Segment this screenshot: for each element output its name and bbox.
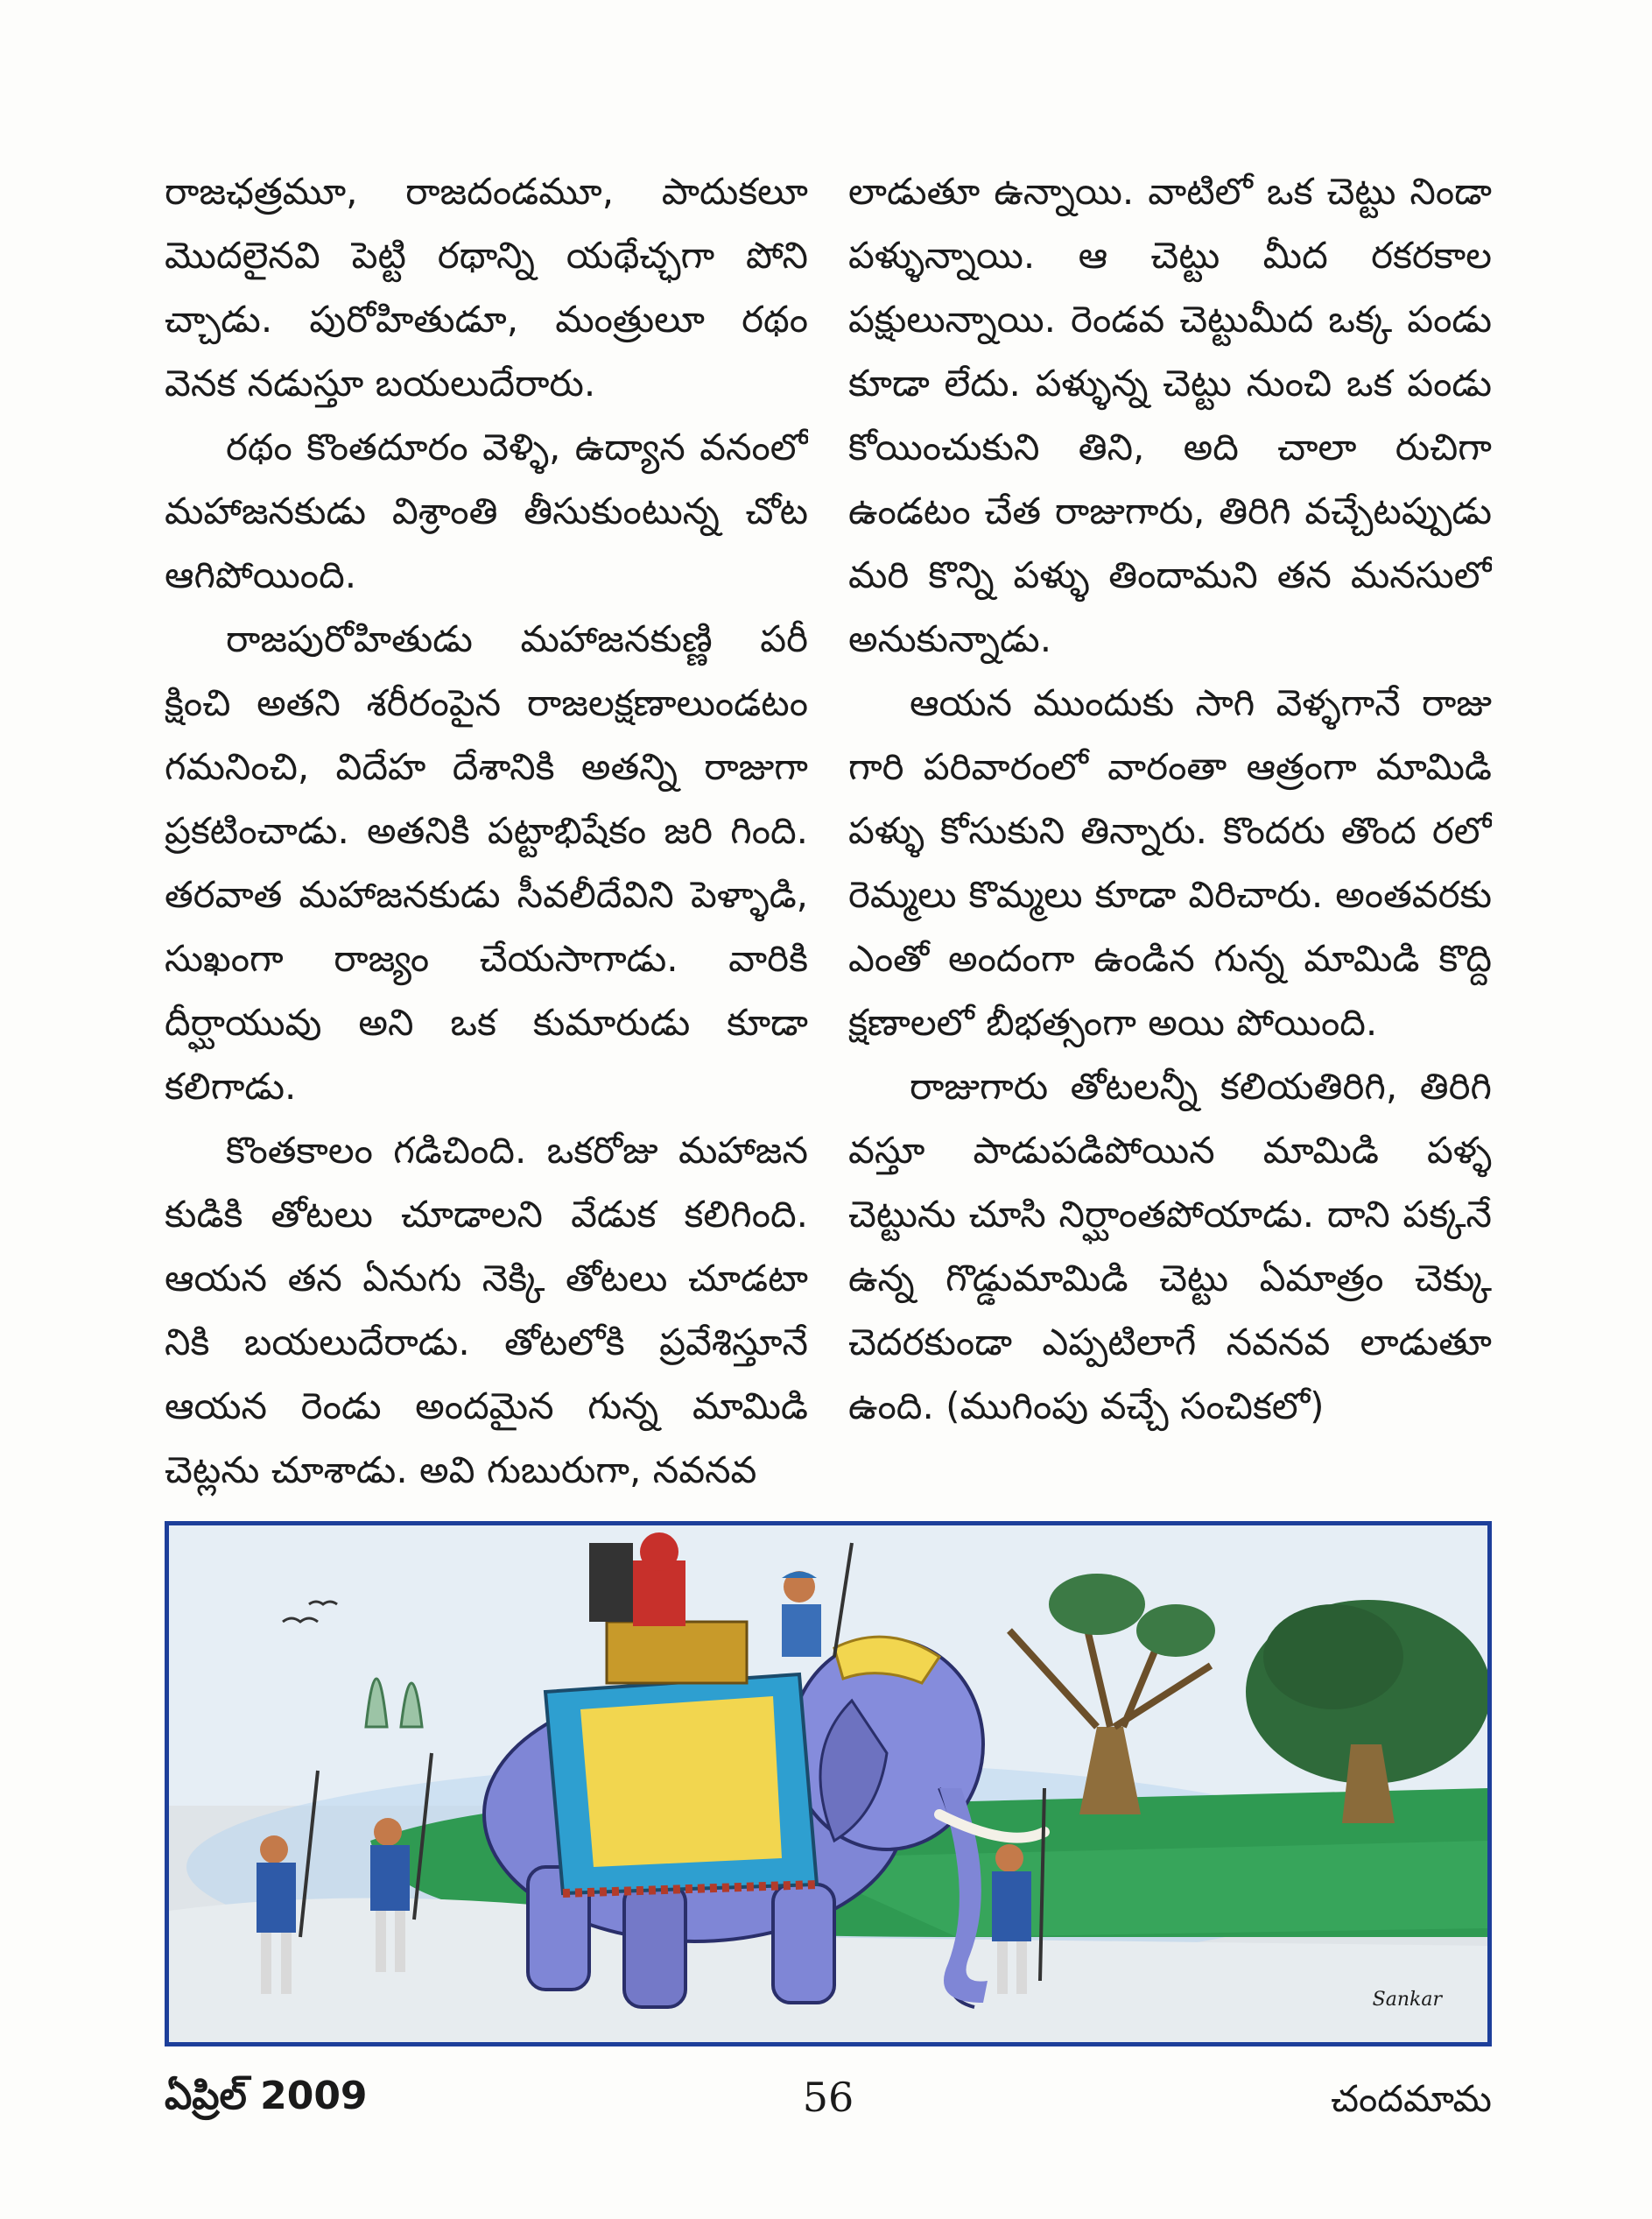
article-column-left [165,159,808,1499]
paragraph: రాజుగారు తోటలన్నీ కలియతిరిగి, తిరిగి వస్తూ పాడుపడిపోయిన మామిడి పళ్ళ చెట్టును చూసి నిర్ఘాంతపోయాడు. దాని పక్కనే ఉన్న గొడ్డుమామిడి చెట్టు ఏమాత్రం చెక్కు చెదరకుండా ఎప్పటిలాగే నవనవ లాడుతూ ఉంది. (ముగింపు వచ్చే సంచికలో) [848,1065,1492,1427]
paragraph: కొంతకాలం గడిచింది. ఒకరోజు మహాజన కుడికి తోటలు చూడాలని వేడుక కలిగింది. ఆయన తన ఏనుగు నెక్కి తోటలు చూడటా నికి బయలుదేరాడు. తోటలోకి ప్రవేశిస్తూనే ఆయన రెండు అందమైన గున్న మామిడి చెట్లను చూశాడు. అవి గుబురుగా, నవనవ [165,1129,808,1491]
artist-signature: Sankar [1372,1989,1442,2011]
article-column-right [848,159,1492,1499]
paragraph: ఆయన ముందుకు సాగి వెళ్ళగానే రాజు గారి పరివారంలో వారంతా ఆత్రంగా మామిడి పళ్ళు కోసుకుని తిన్నారు. కొందరు తొంద రలో రెమ్మలు కొమ్మలు కూడా విరిచారు. అంతవరకు ఎంతో అందంగా ఉండిన గున్న మామిడి కొద్ది క్షణాలలో బీభత్సంగా అయి పోయింది. [848,681,1492,1044]
article-body [165,159,1492,1499]
paragraph: రథం కొంతదూరం వెళ్ళి, ఉద్యాన వనంలో మహాజనకుడు విశ్రాంతి తీసుకుంటున్న చోట ఆగిపోయింది. [165,426,808,596]
magazine-name: చందమామ [1331,2077,1492,2120]
paragraph: లాడుతూ ఉన్నాయి. వాటిలో ఒక చెట్టు నిండా పళ్ళున్నాయి. ఆ చెట్టు మీద రకరకాల పక్షులున్నాయి. రెండవ చెట్టుమీద ఒక్క పండు కూడా లేదు. పళ్ళున్న చెట్టు నుంచి ఒక పండు కోయించుకుని తిని, అది చాలా రుచిగా ఉండటం చేత రాజుగారు, తిరిగి వచ్చేటప్పుడు మరి కొన్ని పళ్ళు తిందామని తన మనసులో అనుకున్నాడు. [848,170,1492,660]
story-illustration [165,1521,1492,2046]
paragraph: రాజపురోహితుడు మహాజనకుణ్ణి పరీ క్షించి అతని శరీరంపైన రాజలక్షణాలుండటం గమనించి, విదేహ దేశానికి అతన్ని రాజుగా ప్రకటించాడు. అతనికి పట్టాభిషేకం జరి గింది. తరవాత మహాజనకుడు సీవలీదేవిని పెళ్ళాడి, సుఖంగా రాజ్యం చేయసాగాడు. వారికి దీర్ఘాయువు అని ఒక కుమారుడు కూడా కలిగాడు. [165,617,808,1108]
page-footer [165,2074,1492,2135]
issue-date: ఏప్రిల్ 2009 [165,2074,368,2118]
page-number: 56 [802,2074,854,2121]
paragraph: రాజఛత్రమూ, రాజదండమూ, పాదుకలూ మొదలైనవి పెట్టి రథాన్ని యథేచ్ఛగా పోని చ్చాడు. పురోహితుడూ, మంత్రులూ రథం వెనక నడుస్తూ బయలుదేరారు. [165,170,808,405]
elephant-procession-drawing [169,1525,1487,2042]
